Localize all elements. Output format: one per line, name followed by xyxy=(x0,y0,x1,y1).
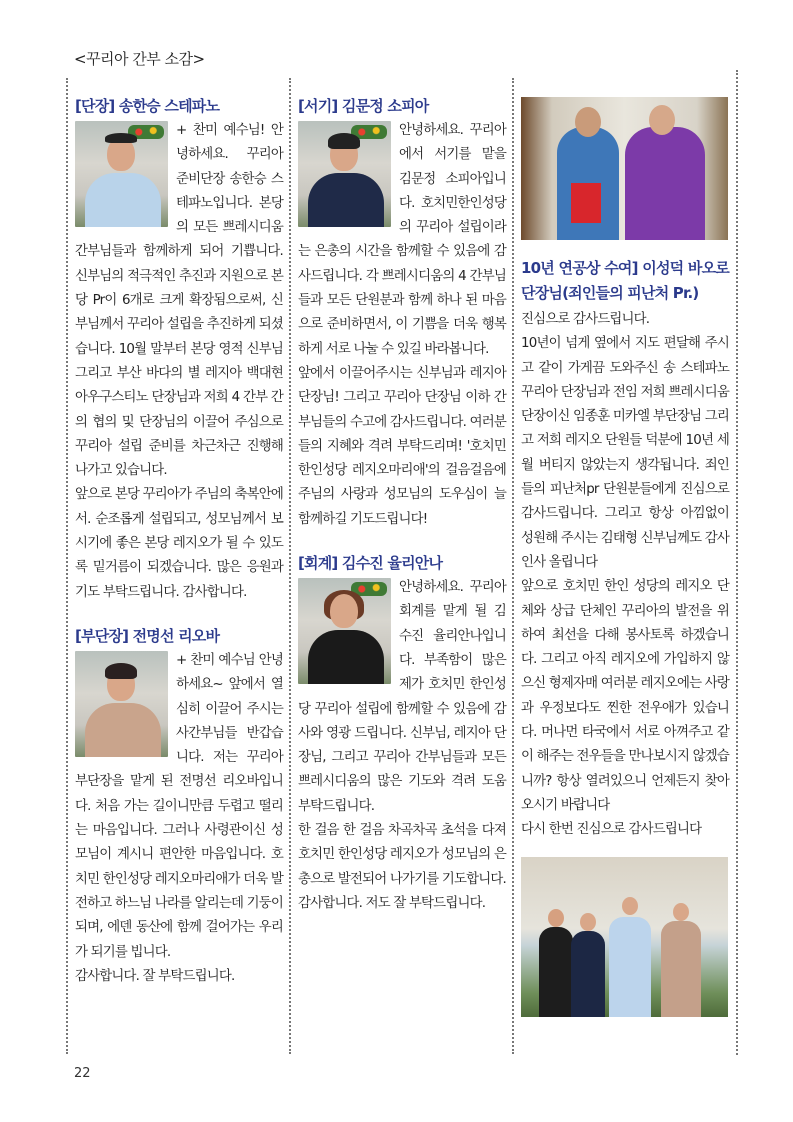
section-title: <꾸리아 간부 소감> xyxy=(74,50,205,68)
article-paragraph: 앞으로 본당 꾸리아가 주님의 축복안에서. 순조롭게 설립되고, 성모님께서 보시기에 좋은 본당 레지오가 될 수 있도록 밑거름이 되겠습니다. 많은 응원과 기도 부탁드립니다. 감사합니다. xyxy=(75,487,283,600)
article-jeon xyxy=(75,625,283,989)
column-1 xyxy=(75,95,283,1009)
article-paragraph: 앞으로 호치민 한인 성당의 레지오 단체와 상급 단체인 꾸리아의 발전을 위하여 최선을 다해 봉사토록 하겠습니다. 그리고 아직 레지오에 가입하지 않으신 형제자매 여러분 레지오에는 사랑과 우정보다도 찐한 전우애가 있습니다. 머나먼 타국에서 서로 아껴주고 같이 해주는 전우들을 만나보시지 않겠습니까? 항상 열려있으니 언제든지 찾아오시기 바랍니다 xyxy=(521,579,729,813)
article-paragraph: 감사합니다. 잘 부탁드립니다. xyxy=(75,968,235,984)
article-paragraph: 한 걸음 한 걸음 차곡차곡 초석을 다져 호치민 한인성당 레지오가 성모님의 은총으로 발전되어 나가기를 기도합니다. xyxy=(298,823,506,887)
column-divider xyxy=(736,70,738,1055)
article-paragraph: + 찬미 예수님 안녕하세요~ 앞에서 열심히 이끌어 주시는 사간부님들 반갑습니다. 저는 꾸리아 부단장을 맡게 된 전명선 리오바입니다. 처음 가는 길이니만큼 두렵고 떨리는 마음입니다. 그러나 사령관이신 성모님이 계시니 편안한 마음입니다. 호치민 한인성당 레지오마리애가 더욱 발전하고 하느님 나라를 알리는데 기둥이 되며, 에덴 동산에 함께 걸어가는 우리가 되기를 빕니다. xyxy=(75,652,283,960)
article-kim-sujin xyxy=(298,552,506,916)
article-paragraph: 진심으로 감사드립니다. xyxy=(521,312,650,327)
article-song xyxy=(75,95,283,605)
article-heading: [단장] 송한승 스테파노 xyxy=(75,97,220,115)
article-heading: 10년 연공상 수여] 이성덕 바오로 단장님(죄인들의 피난처 Pr.) xyxy=(521,259,729,302)
page-number: 22 xyxy=(74,1066,91,1081)
article-lee-seongdeok xyxy=(521,256,729,843)
article-heading: [회계] 김수진 율리안나 xyxy=(298,554,443,573)
column-divider xyxy=(66,78,68,1054)
article-paragraph: 10년이 넘게 옆에서 지도 편달해 주시고 같이 가게끔 도와주신 송 스테파노 꾸리아 단장님과 전임 저희 쁘레시디움 단장이신 임종훈 미카엘 부단장님 그리고 저희 레지오 단원들 덕분에 10년 세월 버티지 않았는지 생각됩니다. 죄인들의 피난처pr 단원분들에게 진심으로 감사드립니다. 그리고 항상 아낌없이 성원해 주시는 김태형 신부님께도 감사 인사 올립니다 xyxy=(521,336,729,570)
column-divider xyxy=(512,78,514,1054)
article-heading: [서기] 김문정 소피아 xyxy=(298,97,429,115)
article-heading: [부단장] 전명선 리오바 xyxy=(75,626,220,645)
column-2 xyxy=(298,95,506,936)
portrait-photo xyxy=(75,651,168,757)
column-divider xyxy=(289,78,291,1054)
article-paragraph: 감사합니다. 저도 잘 부탁드립니다. xyxy=(298,895,486,911)
group-photo xyxy=(521,857,728,1017)
article-kim-munjeong xyxy=(298,95,506,532)
article-paragraph: 앞에서 이끌어주시는 신부님과 레지아 단장님! 그리고 꾸리아 단장님 이하 간부님들의 수고에 감사드립니다. 여러분들의 지혜와 격려 부탁드리며! '호치민한인성당 레지오마리애'의 걸음걸음에 주님의 사랑과 성모님의 도우심이 늘 함께하길 기도드립니다! xyxy=(298,365,506,527)
article-paragraph: 다시 한번 진심으로 감사드립니다 xyxy=(521,822,702,838)
portrait-photo xyxy=(75,121,168,227)
article-paragraph: 안녕하세요. 꾸리아에서 서기를 맡을 김문정 소피아입니다. 호치민한인성당의 꾸리아 설립이라는 은총의 시간을 함께할 수 있음에 감사드립니다. 각 쁘레시디움의 4 간부님들과 모든 단원분과 함께 하나 된 마음으로 준비하면서, 이 기쁨을 더욱 행복하게 서로 나눌 수 있길 바라봅니다. xyxy=(298,123,506,357)
portrait-photo xyxy=(298,578,391,684)
column-3 xyxy=(521,97,729,1029)
portrait-photo xyxy=(298,121,391,227)
award-ceremony-photo xyxy=(521,97,728,240)
article-paragraph: 안녕하세요. 꾸리아 회계를 맡게 될 김수진 율리안나입니다. 부족함이 많은 제가 호치민 한인성당 꾸리아 설립에 함께할 수 있음에 감사와 영광 드립니다. 신부님, 레지아 단장님, 그리고 꾸리아 간부님들과 모든 쁘레시디움의 많은 기도와 격려 도움 부탁드립니다. xyxy=(298,580,506,814)
article-paragraph: + 찬미 예수님! 안녕하세요. 꾸리아 준비단장 송한승 스테파노입니다. 본당의 모든 쁘레시디움 간부님들과 함께하게 되어 기쁩니다. 신부님의 적극적인 추진과 지원으로 본당 Pr이 6개로 크게 확장됨으로써, 신부님께서 꾸리아 설립을 추진하게 되셨습니다. 10월 말부터 본당 영적 신부님 그리고 부산 바다의 별 레지아 백대현 아우구스티노 단장님과 저희 4 간부 간의 협의 및 단장님의 이끌어 주심으로 꾸리아 설립 준비를 차근차근 진행해 나가고 있습니다. xyxy=(75,123,283,479)
